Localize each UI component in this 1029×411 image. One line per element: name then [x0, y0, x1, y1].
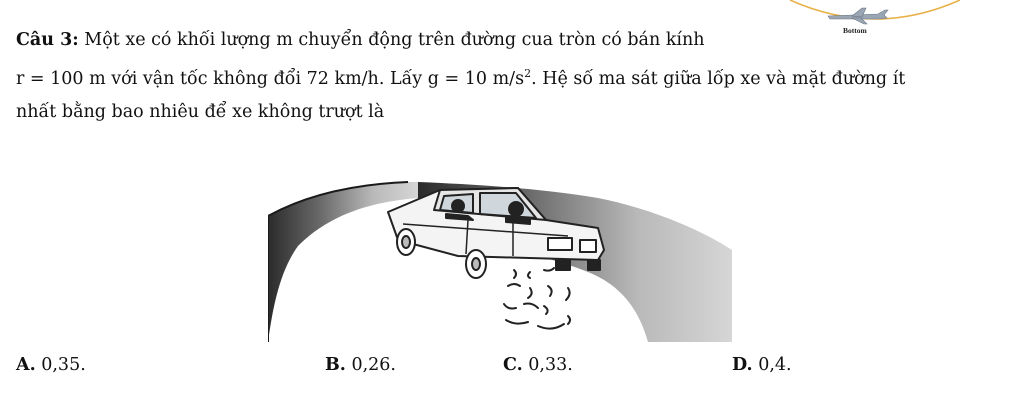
loop-inset-figure [760, 0, 990, 42]
question-line-2 [16, 57, 1006, 96]
question-text-line1: Một xe có khối lượng m chuyển động trên đường cua tròn có bán kính [78, 30, 705, 50]
gravity-expression: g = 10 $m/s^2$ [427, 67, 532, 89]
question-text-line2a: với vận tốc không đổi 72 km/h. Lấy [105, 68, 428, 89]
plane-icon [828, 8, 888, 24]
bottom-label: Bottom [843, 26, 867, 35]
answer-option-d[interactable]: D. 0,4. [732, 355, 792, 375]
question-text-line2b: . Hệ số ma sát giữa lốp xe và mặt đường ít [531, 68, 906, 89]
answer-option-a[interactable]: A. 0,35. [16, 355, 86, 375]
question-label: Câu 3: [16, 30, 79, 50]
answer-options [16, 355, 1016, 385]
answer-option-c[interactable]: C. 0,33. [503, 355, 573, 375]
radius-expression: r = 100 m [16, 68, 106, 89]
car-skidding-illustration [268, 176, 732, 342]
answer-option-b[interactable]: B. 0,26. [325, 355, 396, 375]
question-text-line3: nhất bằng bao nhiêu để xe không trượt là [16, 101, 385, 122]
question-line-3 [16, 96, 1006, 129]
skid-smoke-marks [504, 268, 570, 329]
